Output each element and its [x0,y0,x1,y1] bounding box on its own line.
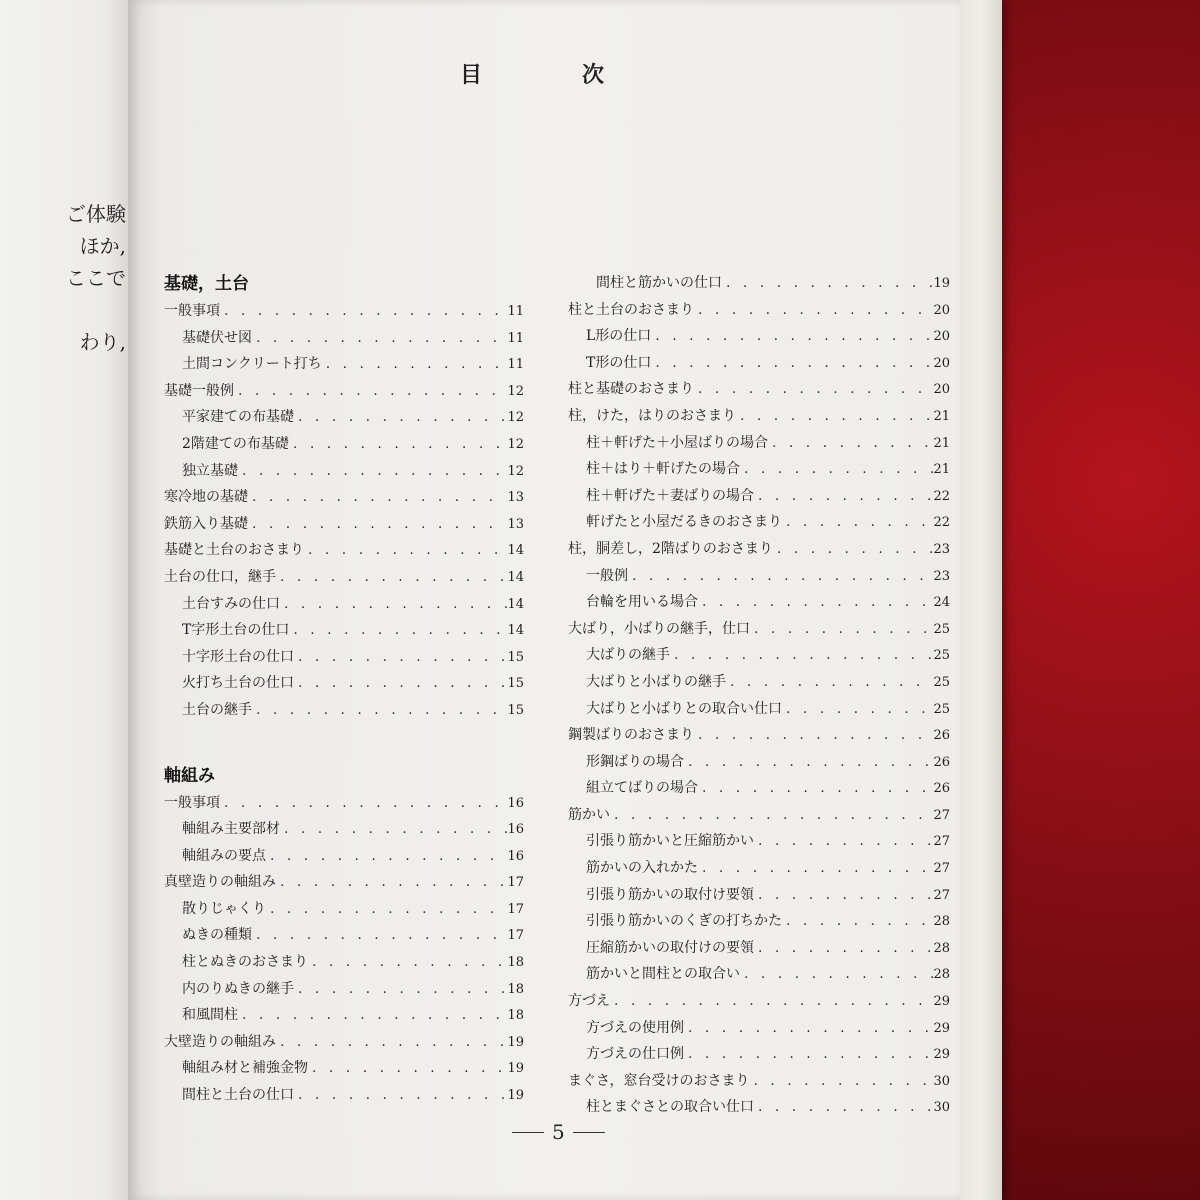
toc-entry-label: 2階建ての布基礎 [182,435,289,452]
toc-entry-page: 11 [507,330,524,346]
toc-leader-dots [266,843,507,870]
toc-entry-label: 柱＋軒げた＋妻ばりの場合 [586,487,754,504]
toc-entry [568,616,950,643]
toc-entry-label: 柱＋軒げた＋小屋ばりの場合 [586,434,768,451]
toc-entry-page: 16 [507,848,524,864]
toc-leader-dots [773,536,934,563]
toc-entry [568,775,950,802]
toc-entry-label: T形の仕口 [586,354,652,371]
toc-leader-dots [294,670,507,697]
toc-entry-label: 散りじゃくり [182,900,266,917]
toc-leader-dots [698,775,933,802]
toc-entry [568,1015,950,1042]
toc-entry [568,297,950,324]
toc-entry [568,988,950,1015]
section-title: 軸組み [164,765,215,786]
toc-entry-label: 軸組みの要点 [182,847,266,864]
toc-entry-page: 28 [933,914,950,930]
toc-leader-dots [754,483,933,510]
toc-entry-label: 圧縮筋かいの取付けの要領 [586,939,754,956]
section-title: 基礎，土台 [164,274,249,294]
toc-entry-page: 30 [933,1073,950,1089]
toc-entry [568,669,950,696]
toc-entry-label: 台輪を用いる場合 [586,594,698,611]
toc-leader-dots [628,563,933,590]
toc-entry-label: 引張り筋かいの取付け要領 [586,886,754,903]
toc-entry-page: 11 [507,304,524,319]
toc-entry-page: 30 [933,1100,950,1116]
toc-leader-dots [238,458,507,485]
toc-leader-dots [289,431,508,458]
toc-entry-page: 26 [933,728,950,744]
toc-leader-dots [749,1068,933,1095]
toc-entry [164,537,524,564]
toc-entry-page: 28 [933,967,950,983]
toc-entry [568,403,950,430]
toc-entry-page: 18 [507,981,524,997]
toc-entry [568,536,950,563]
toc-leader-dots [289,617,507,644]
toc-entry-page: 17 [507,901,524,917]
toc-entry-page: 19 [933,276,950,291]
toc-entry-label: 一般事項 [164,303,220,319]
toc-leader-dots [294,976,507,1003]
toc-entry-page: 25 [933,701,950,717]
toc-leader-dots [694,376,933,403]
toc-leader-dots [740,961,933,988]
toc-leader-dots [304,537,507,564]
toc-entry-label: 寒冷地の基礎 [164,489,248,506]
toc-entry-label: L形の仕口 [586,328,652,345]
toc-leader-dots [754,828,933,855]
toc-right-column [568,270,950,1121]
toc-entry-label: 柱，胴差し，2階ばりのおさまり [568,540,773,557]
toc-entry-page: 12 [507,463,524,479]
toc-entry-page: 22 [933,488,950,504]
toc-entry-label: 土台すみの仕口 [182,595,280,612]
section-entries [164,790,524,1109]
toc-leader-dots [754,935,933,962]
toc-entry-label: 軒げたと小屋だるきのおさまり [586,514,782,531]
toc-entry-label: 形鋼ばりの場合 [586,753,684,770]
toc-leader-dots [740,456,933,483]
toc-entry [568,696,950,723]
toc-entry [568,270,950,297]
toc-entry-label: T字形土台の仕口 [182,622,290,639]
toc-entry-label: 基礎伏せ図 [182,329,252,346]
toc-entry-label: 引張り筋かいのくぎの打ちかた [586,913,782,930]
toc-entry [164,869,524,896]
toc-leader-dots [252,922,507,949]
toc-entry-page: 29 [933,1047,950,1063]
toc-entry-label: 軸組み材と補強金物 [182,1060,308,1077]
toc-entry-label: 筋かい [568,806,610,823]
toc-leader-dots [684,1041,933,1068]
section-entries [164,298,524,724]
toc-entry-page: 29 [933,1020,950,1036]
toc-entry [568,1068,950,1095]
toc-entry-page: 20 [933,382,950,398]
toc-leader-dots [294,1082,507,1109]
toc-entry-page: 25 [933,621,950,637]
toc-leader-dots [280,816,507,843]
toc-entry-label: 軸組み主要部材 [182,821,280,838]
toc-entry [164,564,524,591]
toc-entry-page: 16 [507,795,524,811]
toc-entry [568,642,950,669]
section-gap [164,724,524,762]
toc-entry-label: 平家建ての布基礎 [182,409,294,426]
toc-entry [568,1041,950,1068]
toc-entry [568,802,950,829]
toc-leader-dots [694,297,933,324]
toc-entry-page: 16 [507,822,524,838]
toc-leader-dots [750,616,933,643]
toc-leader-dots [248,484,507,511]
toc-entry [164,591,524,618]
toc-entry [164,644,524,671]
toc-entry [164,351,524,378]
toc-page [128,0,960,1200]
toc-entry-page: 21 [933,462,950,478]
toc-entry-page: 20 [933,355,950,371]
left-page [0,0,132,1200]
toc-entry [164,1055,524,1082]
toc-entry-page: 25 [933,648,950,664]
toc-entry-label: 間柱と筋かいの仕口 [596,275,722,291]
toc-entry [164,976,524,1003]
toc-entry-page: 26 [933,754,950,770]
toc-leader-dots [322,351,508,378]
toc-entry-label: 柱とぬきのおさまり [182,954,308,971]
toc-entry-label: 柱，けた，はりのおさまり [568,407,736,424]
toc-entry-label: 筋かいの入れかた [586,860,698,877]
toc-leader-dots [670,642,933,669]
toc-leader-dots [726,669,933,696]
toc-entry-label: 大ばりと小ばりの継手 [586,673,726,690]
toc-entry-page: 28 [933,940,950,956]
toc-entry-page: 23 [933,568,950,584]
toc-entry [568,563,950,590]
toc-leader-dots [782,908,933,935]
toc-entry-label: 大ばりの継手 [586,647,670,664]
toc-entry [568,376,950,403]
toc-leader-dots [308,1055,507,1082]
toc-entry-label: 火打ち土台の仕口 [182,675,294,692]
toc-entry-label: 柱とまぐさとの取合い仕口 [586,1099,754,1116]
toc-entry-page: 24 [933,595,950,611]
toc-entry-page: 14 [507,623,524,639]
toc-leader-dots [610,988,933,1015]
toc-leader-dots [220,298,507,325]
toc-entry [164,404,524,431]
toc-leader-dots [651,350,933,377]
toc-entry [164,378,524,405]
toc-entry-page: 23 [933,541,950,557]
toc-entry-page: 26 [933,781,950,797]
toc-entry-label: 土台の継手 [182,701,252,718]
toc-entry [164,670,524,697]
toc-entry [568,350,950,377]
page-number [512,1120,605,1144]
toc-entry-label: 大ばりと小ばりとの取合い仕口 [586,700,782,717]
toc-entry-page: 15 [507,702,524,718]
toc-entry [568,908,950,935]
toc-entry [568,483,950,510]
toc-entry-label: 筋かいと間柱との取合い [586,966,740,983]
toc-entry [164,431,524,458]
toc-leader-dots [276,1029,507,1056]
toc-entry [568,323,950,350]
left-page-text: ほか, [79,234,126,258]
toc-entry-label: 大壁造りの軸組み [164,1033,276,1050]
toc-entry-label: 方づえの仕口例 [586,1046,684,1063]
toc-heading-char: 目 [460,62,483,88]
toc-entry-page: 19 [507,1088,524,1104]
toc-leader-dots [736,403,933,430]
toc-entry-label: 独立基礎 [182,462,238,479]
toc-entry [164,790,524,817]
toc-leader-dots [684,749,933,776]
toc-entry [568,935,950,962]
toc-leader-dots [722,270,933,297]
toc-leader-dots [248,511,507,538]
toc-entry [568,509,950,536]
toc-entry-page: 21 [933,408,950,424]
toc-leader-dots [276,869,507,896]
toc-entry-page: 15 [507,676,524,692]
toc-leader-dots [698,855,933,882]
toc-entry-page: 15 [507,649,524,665]
toc-entry [164,843,524,870]
left-page-text: ご体験 [66,202,126,226]
toc-entry-page: 12 [507,383,524,399]
toc-entry-label: 土台の仕口，継手 [164,568,276,585]
toc-leader-dots [238,1002,507,1029]
toc-entry-page: 13 [507,516,524,532]
toc-leader-dots [782,509,933,536]
toc-leader-dots [252,325,507,352]
toc-leader-dots [266,896,507,923]
toc-entry [568,589,950,616]
toc-entry [568,456,950,483]
toc-entry-label: 十字形土台の仕口 [182,648,294,665]
toc-entry-label: 一般例 [586,567,628,584]
toc-entry-label: 土間コンクリート打ち [182,356,322,373]
toc-leader-dots [694,722,933,749]
toc-leader-dots [234,378,507,405]
toc-entry-label: 真壁造りの軸組み [164,874,276,891]
toc-entry-page: 20 [933,329,950,345]
toc-entry-page: 25 [933,674,950,690]
toc-entry [164,949,524,976]
toc-entry-label: 方づえ [568,993,610,1010]
toc-entry [164,922,524,949]
toc-left-column [164,270,524,1109]
toc-entry-page: 27 [933,834,950,850]
toc-leader-dots [754,1094,933,1121]
toc-entry-label: まぐさ，窓台受けのおさまり [568,1072,750,1089]
toc-entry-label: 大ばり，小ばりの継手，仕口 [568,620,750,637]
toc-entry [568,1094,950,1121]
toc-entry-page: 14 [507,543,524,559]
toc-leader-dots [768,430,933,457]
toc-entry-page: 27 [933,807,950,823]
toc-entry [164,1029,524,1056]
page-number-rule [512,1132,544,1133]
toc-leader-dots [294,404,507,431]
toc-entry-label: 引張り筋かいと圧縮筋かい [586,833,754,850]
toc-entry-label: ぬきの種類 [182,927,252,944]
toc-entry-label: 柱と基礎のおさまり [568,381,694,398]
toc-leader-dots [276,564,507,591]
toc-entry-page: 22 [933,515,950,531]
toc-entry [164,697,524,724]
toc-entry-page: 12 [507,436,524,452]
toc-leader-dots [280,591,507,618]
toc-entry [568,855,950,882]
toc-entry [164,325,524,352]
toc-leader-dots [698,589,933,616]
toc-entry-label: 基礎一般例 [164,382,234,399]
toc-entry-page: 12 [507,410,524,426]
left-page-text: ここで [66,266,126,290]
toc-entry-page: 21 [933,435,950,451]
toc-entry-page: 29 [933,994,950,1010]
toc-entry-label: 組立てばりの場合 [586,780,698,797]
toc-leader-dots [754,882,933,909]
section-entries [568,270,950,1121]
toc-leader-dots [252,697,507,724]
toc-entry [164,617,524,644]
toc-entry [164,896,524,923]
toc-entry [164,484,524,511]
toc-entry [568,749,950,776]
toc-entry-page: 17 [507,875,524,891]
toc-leader-dots [220,790,507,817]
toc-entry-label: 和風間柱 [182,1007,238,1024]
toc-heading-char: 次 [582,62,605,88]
left-page-text: わり, [79,330,126,354]
toc-entry [568,430,950,457]
toc-entry-label: 一般事項 [164,794,220,811]
toc-entry-page: 14 [507,569,524,585]
toc-leader-dots [684,1015,933,1042]
toc-entry-label: 鋼製ばりのおさまり [568,727,694,744]
toc-entry [164,298,524,325]
toc-leader-dots [651,323,933,350]
toc-entry [568,722,950,749]
toc-entry-page: 19 [507,1034,524,1050]
toc-entry [164,1002,524,1029]
toc-entry-page: 18 [507,1008,524,1024]
toc-entry-page: 13 [507,490,524,506]
toc-leader-dots [308,949,507,976]
toc-leader-dots [782,696,933,723]
toc-leader-dots [294,644,507,671]
page-number-rule [573,1132,605,1133]
toc-entry-page: 27 [933,861,950,877]
toc-entry [568,961,950,988]
toc-entry-label: 方づえの使用例 [586,1019,684,1036]
toc-entry [164,511,524,538]
toc-entry [164,1082,524,1109]
toc-entry-page: 17 [507,928,524,944]
toc-entry [164,816,524,843]
toc-entry-label: 柱＋はり＋軒げたの場合 [586,461,740,478]
toc-entry-label: 柱と土台のおさまり [568,301,694,318]
toc-entry-label: 間柱と土台の仕口 [182,1087,294,1104]
toc-entry-page: 20 [933,302,950,318]
toc-entry [568,882,950,909]
toc-entry-page: 27 [933,887,950,903]
toc-entry-label: 鉄筋入り基礎 [164,515,248,532]
toc-entry-page: 18 [507,955,524,971]
toc-entry-page: 19 [507,1061,524,1077]
toc-entry [164,458,524,485]
toc-entry-label: 基礎と土台のおさまり [164,542,304,559]
toc-entry [568,828,950,855]
page-number-value: 5 [552,1120,565,1144]
toc-entry-page: 14 [507,596,524,612]
toc-leader-dots [610,802,933,829]
toc-entry-label: 内のりぬきの継手 [182,980,294,997]
toc-entry-page: 11 [507,357,524,373]
